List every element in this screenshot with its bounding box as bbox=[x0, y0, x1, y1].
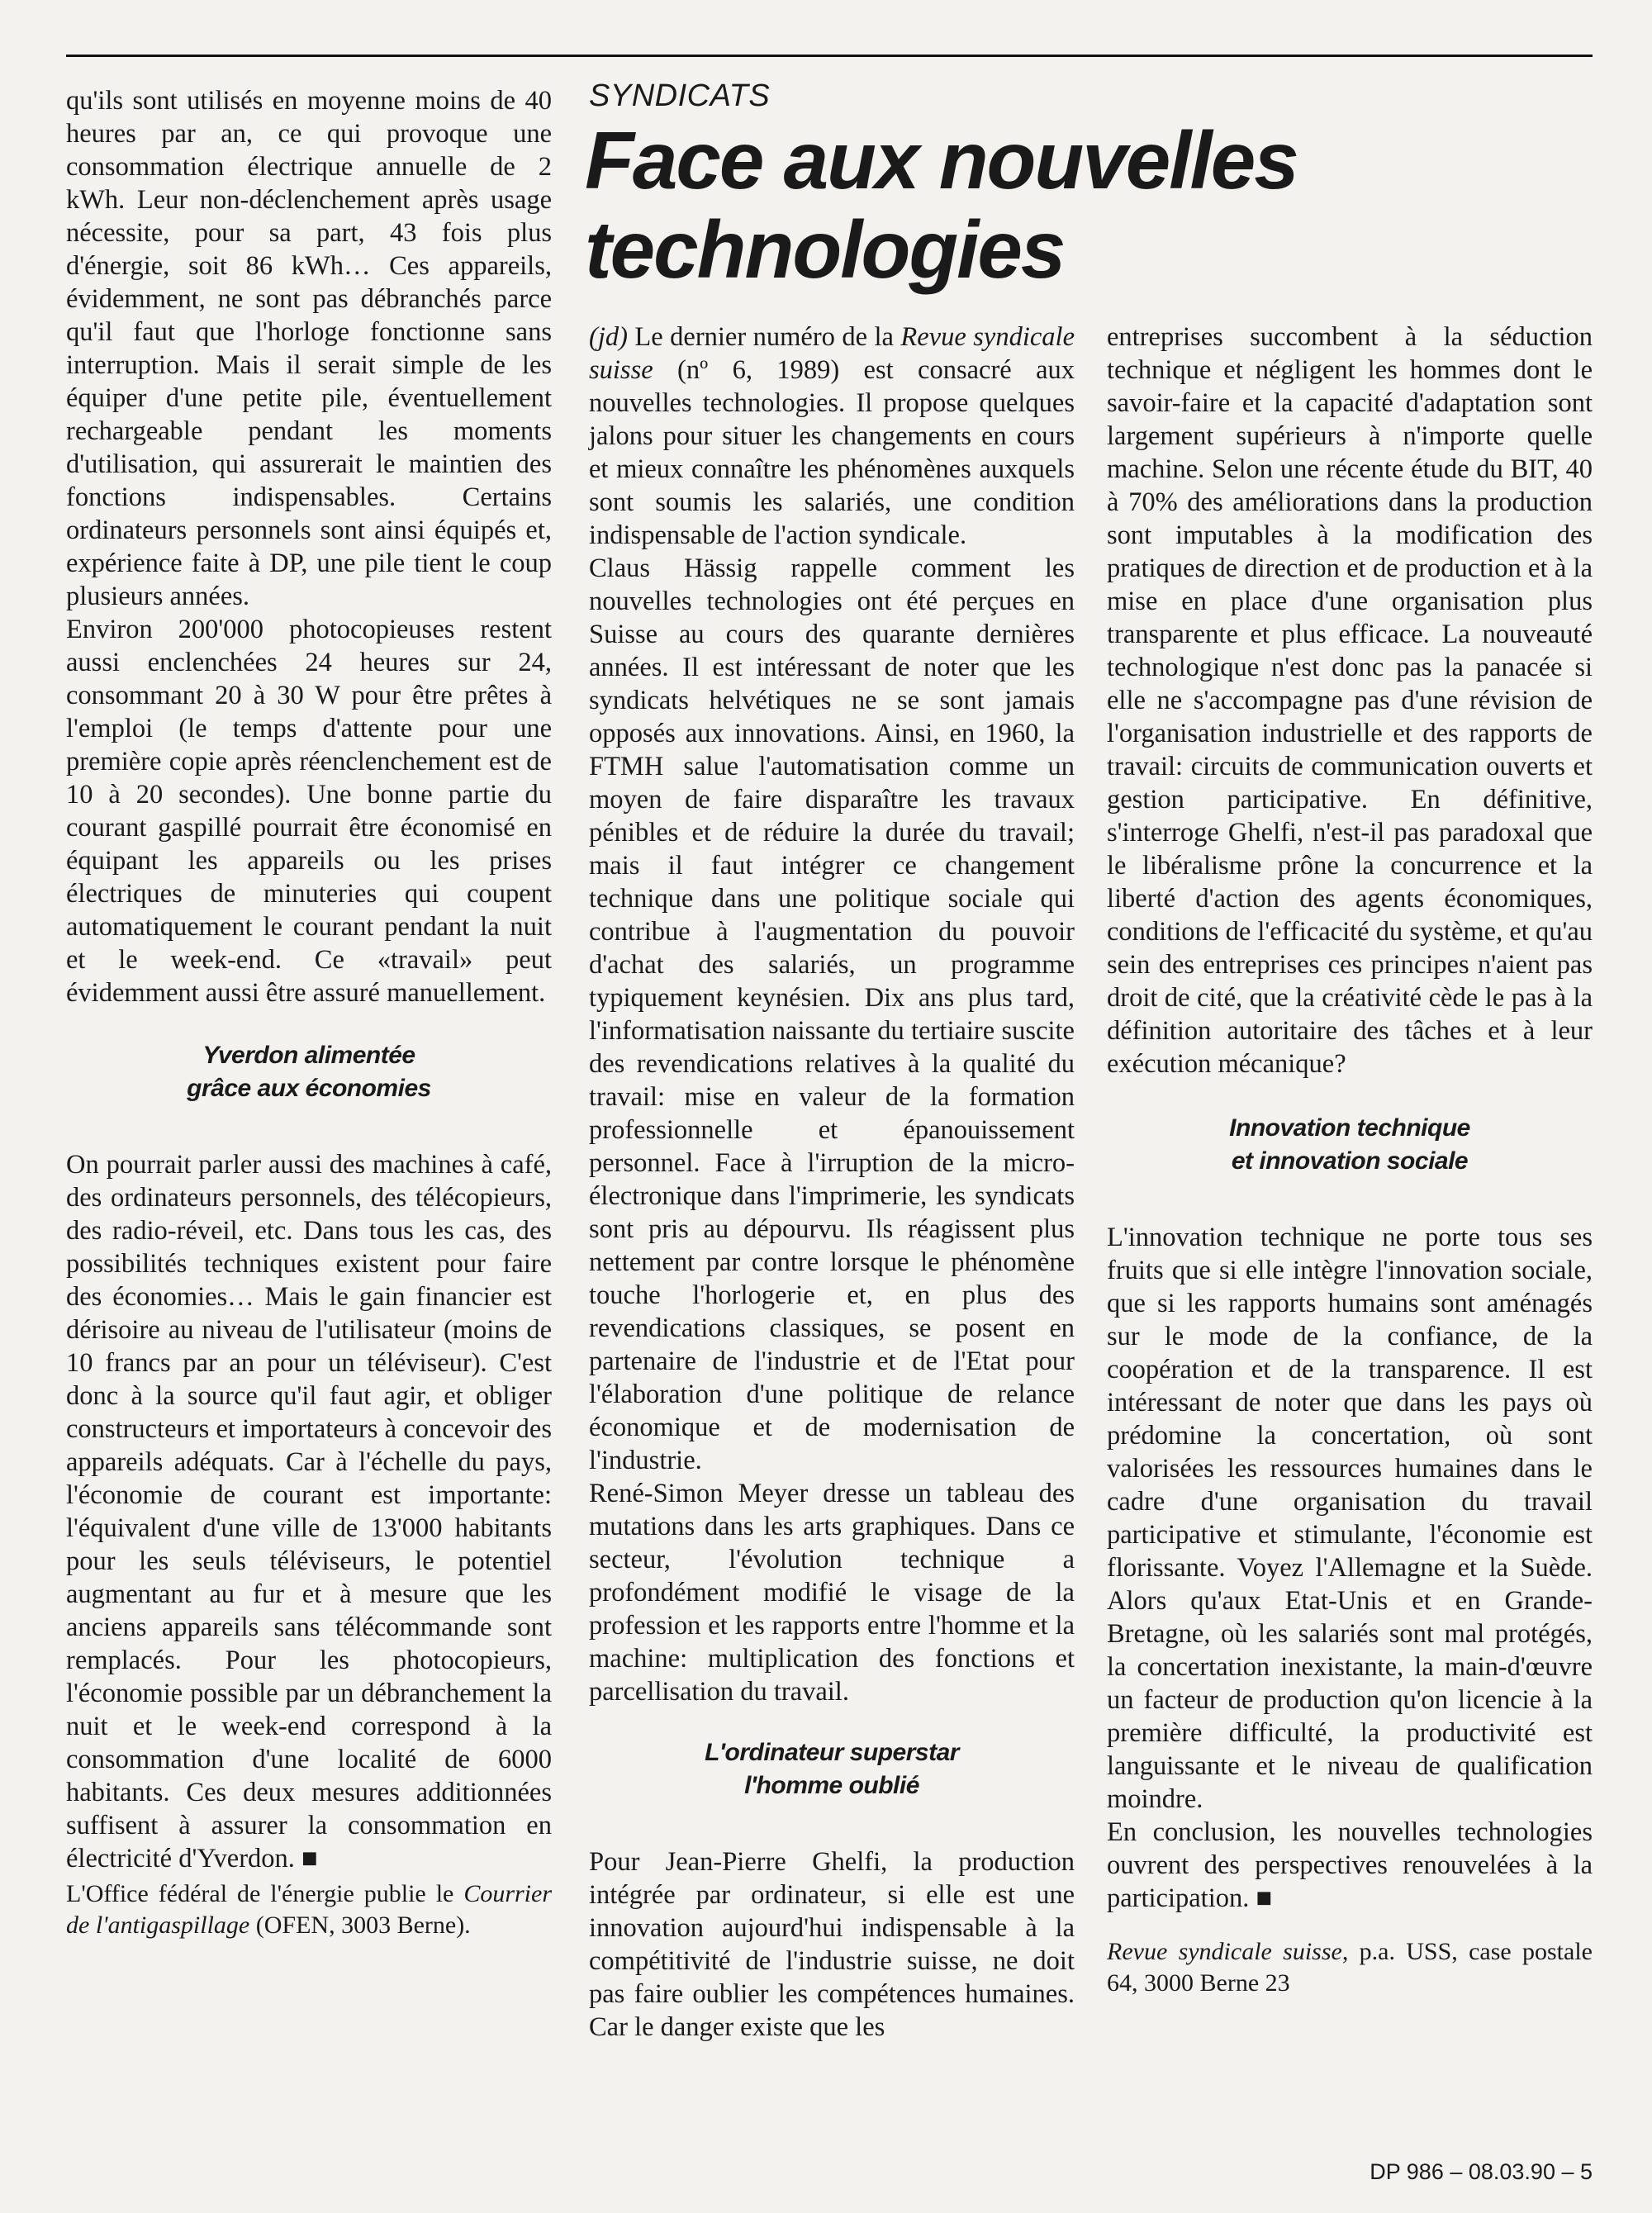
top-rule bbox=[66, 55, 1593, 57]
column-1 bbox=[66, 84, 552, 1941]
subheading-line-2: grâce aux économies bbox=[187, 1075, 431, 1102]
note-address: (OFEN, 3003 Berne). bbox=[249, 1911, 471, 1939]
subheading-yverdon bbox=[66, 1039, 552, 1105]
note-publication: Revue syndicale suisse bbox=[1107, 1938, 1342, 1965]
col3-source-note bbox=[1107, 1936, 1593, 1999]
note-text: L'Office fédéral de l'énergie publie le bbox=[66, 1880, 464, 1907]
subheading-innovation bbox=[1107, 1112, 1593, 1178]
col1-paragraph-3: On pourrait parler aussi des machines à café, des ordinateurs personnels, des télécopieurs, des radio-réveil, etc. Dans tous les cas, des possibilités techniques existent pour faire des économies… Mais le gain financier est dérisoire au niveau de l'utilisateur (moins de 10 francs par an pour un téléviseur). C'est donc à la source qu'il faut agir, et obliger constructeurs et importateurs à concevoir des appareils adéquats. Car à l'échelle du pays, l'économie de courant est importante: l'équivalent d'une ville de 13'000 habitants pour les seuls téléviseurs, le potentiel augmentant au fur et à mesure que les anciens appareils sans télécommande sont remplacés. Pour les photocopieurs, l'économie possible par un débranchement la nuit et le week-end correspond à la consommation d'une localité de 6000 habitants. Ces deux mesures additionnées suffisent à assurer la consommation en électricité d'Yverdon. ■ bbox=[66, 1150, 552, 1873]
col2-paragraph-1 bbox=[589, 321, 1075, 552]
section-kicker: SYNDICATS bbox=[589, 78, 771, 113]
note-address: , p.a. USS, case postale 64, 3000 Berne 23 bbox=[1107, 1938, 1593, 1997]
publication-name: Revue syndicale suisse bbox=[589, 322, 1075, 385]
subheading-line-1: L'ordinateur superstar bbox=[705, 1739, 959, 1766]
col3-paragraph-1: entreprises succombent à la séduction technique et négligent les hommes dont le savoir-faire et la capacité d'adaptation sont largement supérieurs à n'importe quelle machine. Selon une récente étude du BIT, 40 à 70% des améliorations dans la production sont imputables à la modification des pratiques de direction et de production et à la mise en place d'une organisation plus transparente et plus efficace. La nouveauté technologique n'est donc pas la panacée si elle ne s'accompagne pas d'une révision de l'organisation industrielle et des rapports de travail: circuits de communication ouverts et gestion participative. En définitive, s'interroge Ghelfi, n'est-il pas paradoxal que le libéralisme prône la concurrence et la liberté d'action des agents économiques, conditions de l'efficacité du système, et qu'au sein des entreprises ces principes n'aient pas droit de cité, que la créativité cède le pas à la définition autoritaire des tâches et à leur exécution mécanique? bbox=[1107, 322, 1593, 1079]
note-publication: Courrier de l'antigaspillage bbox=[66, 1880, 552, 1939]
column-3 bbox=[1107, 321, 1593, 1999]
col3-paragraph-2: L'innovation technique ne porte tous ses fruits que si elle intègre l'innovation sociale, que si les rapports humains sont aménagés sur le mode de la confiance, de la coopération et de la transparence. Il est intéressant de noter que dans les pays où prédomine la concertation, où sont valorisées les ressources humaines dans le cadre d'une organisation du travail participative et stimulante, l'économie est florissante. Voyez l'Allemagne et la Suède. Alors qu'aux Etat-Unis et en Grande-Bretagne, où les salariés sont mal protégés, la concertation inexistante, la main-d'œuvre un facteur de production qu'on licencie à la première difficulté, la productivité est languissante et le niveau de qualification moindre. bbox=[1107, 1223, 1593, 1814]
intro-text: Le dernier numéro de la bbox=[627, 322, 901, 352]
subheading-ordinateur bbox=[589, 1736, 1075, 1802]
subheading-line-2: l'homme oublié bbox=[744, 1772, 919, 1799]
col3-paragraph-3: En conclusion, les nouvelles technologies ouvrent des perspectives renouvelées à la participation. ■ bbox=[1107, 1817, 1593, 1913]
col1-paragraph-1: qu'ils sont utilisés en moyenne moins de 40 heures par an, ce qui provoque une consommation électrique annuelle de 2 kWh. Leur non-déclenchement après usage nécessite, pour sa part, 43 fois plus d'énergie, soit 86 kWh… Ces appareils, évidemment, ne sont pas débranchés parce qu'il faut que l'horloge fonctionne sans interruption. Mais il serait simple de les équiper d'une petite pile, éventuellement rechargeable pendant les moments d'utilisation, qui assurerait le maintien des fonctions indispensables. Certains ordinateurs personnels sont ainsi équipés et, expérience faite à DP, une pile tient le coup plusieurs années. bbox=[66, 86, 552, 611]
column-2 bbox=[589, 321, 1075, 2044]
author-initials: (jd) bbox=[589, 322, 628, 352]
col1-source-note bbox=[66, 1878, 552, 1941]
intro-text-rest: (nº 6, 1989) est consacré aux nouvelles technologies. Il propose quelques jalons pour situer les changements en cours et mieux connaître les phénomènes auxquels sont soumis les salariés, une condition indispensable de l'action syndicale. bbox=[589, 355, 1075, 550]
page-footer: DP 986 – 08.03.90 – 5 bbox=[1370, 2159, 1593, 2184]
col2-paragraph-2: Claus Hässig rappelle comment les nouvelles technologies ont été perçues en Suisse au cours des quarante dernières années. Il est intéressant de noter que les syndicats helvétiques ne se sont jamais opposés aux innovations. Ainsi, en 1960, la FTMH salue l'automatisation comme un moyen de faire disparaître les travaux pénibles et de réduire la durée du travail; mais il faut intégrer ce changement technique dans une politique sociale qui contribue à l'augmentation du pouvoir d'achat des salariés, un programme typiquement keynésien. Dix ans plus tard, l'informatisation naissante du tertiaire suscite des revendications relatives à la qualité du travail: mise en valeur de la formation professionnelle et épanouissement personnel. Face à l'irruption de la micro-électronique dans l'imprimerie, les syndicats sont pris au dépourvu. Ils réagissent plus nettement par contre lorsque le phénomène touche l'horlogerie et, en plus des revendications classiques, se posent en partenaire de l'industrie et de l'Etat pour l'élaboration d'une politique de relance économique et de modernisation de l'industrie. bbox=[589, 553, 1075, 1475]
subheading-line-1: Yverdon alimentée bbox=[202, 1042, 415, 1069]
subheading-line-1: Innovation technique bbox=[1229, 1114, 1470, 1142]
article-title: Face aux nouvelles technologies bbox=[585, 115, 1298, 295]
subheading-line-2: et innovation sociale bbox=[1231, 1147, 1469, 1175]
col2-paragraph-3: René-Simon Meyer dresse un tableau des mutations dans les arts graphiques. Dans ce secteur, l'évolution technique a profondément modifié le visage de la profession et les rapports entre l'homme et la machine: multiplication des fonctions et parcellisation du travail. bbox=[589, 1479, 1075, 1707]
col1-paragraph-2: Environ 200'000 photocopieuses restent aussi enclenchées 24 heures sur 24, consommant 20 à 30 W pour être prêtes à l'emploi (le temps d'attente pour une première copie après réenclenchement est de 10 à 20 secondes). Une bonne partie du courant gaspillé pourrait être économisé en équipant les appareils ou les prises électriques de minuteries qui coupent automatiquement le courant pendant la nuit et le week-end. Ce «travail» peut évidemment aussi être assuré manuellement. bbox=[66, 615, 552, 1008]
col2-paragraph-4: Pour Jean-Pierre Ghelfi, la production intégrée par ordinateur, si elle est une innovation aujourd'hui indispensable à la compétitivité de l'industrie suisse, ne doit pas faire oublier les compétences humaines. Car le danger existe que les bbox=[589, 1847, 1075, 2042]
